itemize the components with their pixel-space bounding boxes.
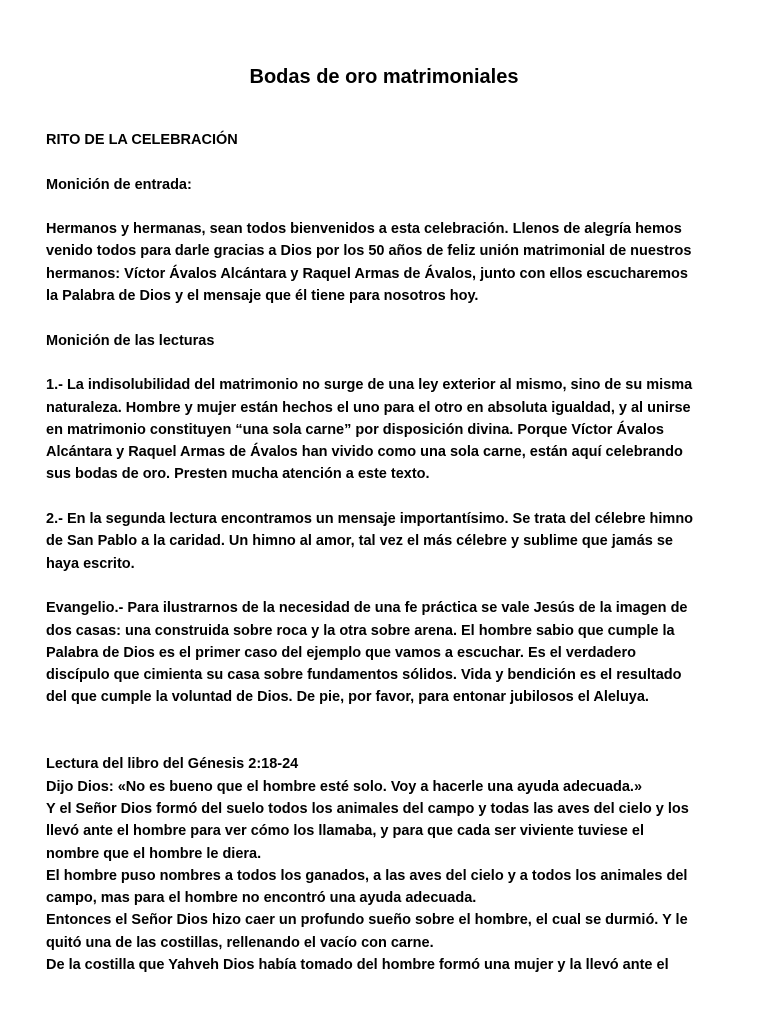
entrance-paragraph: Hermanos y hermanas, sean todos bienvenidos a esta celebración. Llenos de alegría hemos venido todos para darle gracias a Dios por los 50 años de feliz unión matrimonial de nuestros hermanos: Víctor Ávalos Alcántara y Raquel Armas de Ávalos, junto con ellos escucharemos la Palabra de Dios y el mensaje que él tiene para nosotros hoy. (46, 221, 692, 305)
entrance-heading: Monición de entrada: (46, 176, 192, 193)
genesis-heading: Lectura del libro del Génesis 2:18-24 (46, 756, 299, 773)
reading-2-paragraph: 2.- En la segunda lectura encontramos un mensaje importantísimo. Se trata del célebre himno de San Pablo a la caridad. Un himno al amor, tal vez el más célebre y sublime que jamás se haya escrito. (46, 511, 694, 572)
genesis-line: De la costilla que Yahveh Dios había tomado del hombre formó una mujer y la llevó ante el (46, 956, 669, 973)
readings-heading: Monición de las lecturas (46, 332, 215, 349)
gospel-paragraph: Evangelio.- Para ilustrarnos de la necesidad de una fe práctica se vale Jesús de la imagen de dos casas: una construida sobre roca y la otra sobre arena. El hombre sabio que cumple la Palabra de Dios es el primer caso del ejemplo que vamos a escuchar. Es el verdadero discípulo que cimienta su casa sobre fundamentos sólidos. Vida y bendición es el resultado del que cumple la voluntad de Dios. De pie, por favor, para entonar jubilosos el Aleluya. (46, 600, 688, 706)
genesis-line: Dijo Dios: «No es bueno que el hombre esté solo. Voy a hacerle una ayuda adecuada.» (46, 778, 643, 795)
reading-1-paragraph: 1.- La indisolubilidad del matrimonio no surge de una ley exterior al mismo, sino de su misma naturaleza. Hombre y mujer están hechos el uno para el otro en absoluta igualdad, y al unirse en matrimonio constituyen “una sola carne” por disposición divina. Porque Víctor Ávalos Alcántara y Raquel Armas de Ávalos han vivido como una sola carne, están aquí celebrando sus bodas de oro. Presten mucha atención a este texto. (46, 377, 693, 483)
document-title: Bodas de oro matrimoniales (249, 66, 519, 88)
genesis-line: Y el Señor Dios formó del suelo todos los animales del campo y todas las aves del cielo y los llevó ante el hombre para ver cómo los llamaba, y para que cada ser viviente tuviese el nombre que el hombre le diera. (46, 800, 689, 862)
genesis-line: Entonces el Señor Dios hizo caer un profundo sueño sobre el hombre, el cual se durmió. Y le quitó una de las costillas, rellenando el vacío con carne. (46, 912, 688, 951)
section-heading: RITO DE LA CELEBRACIÓN (46, 132, 238, 148)
document-body (46, 129, 736, 976)
genesis-line: El hombre puso nombres a todos los ganados, a las aves del cielo y a todos los animales del campo, mas para el hombre no encontró una ayuda adecuada. (46, 867, 688, 907)
